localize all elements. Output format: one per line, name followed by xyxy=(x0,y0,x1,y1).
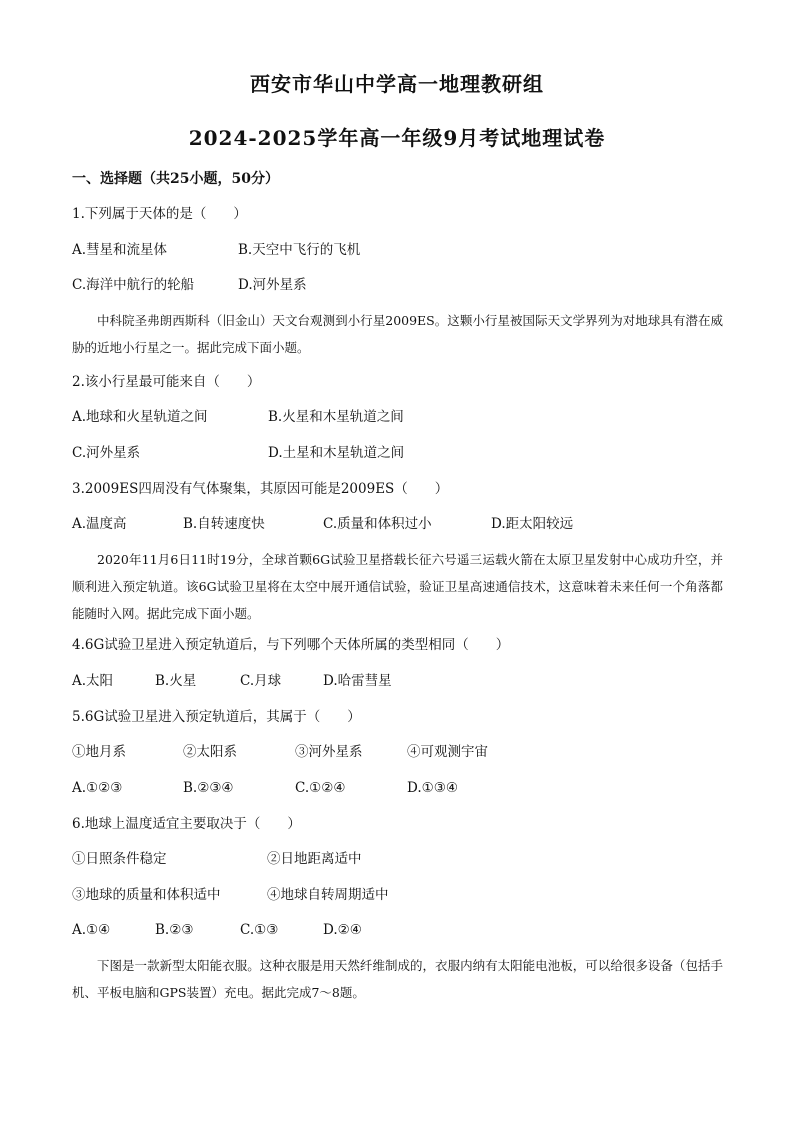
q2-option-d: D.土星和木星轨道之间 xyxy=(268,445,405,461)
q1-option-a: A.彗星和流星体 xyxy=(72,242,168,258)
passage-3: 下图是一款新型太阳能衣服。这种衣服是用天然纤维制成的，衣服内纳有太阳能电池板，可以给很多设备（包括手机、平板电脑和GPS装置）充电。据此完成7～8题。 xyxy=(72,958,723,1000)
question-4-stem: 4.6G试验卫星进入预定轨道后，与下列哪个天体所属的类型相同（ ） xyxy=(72,637,510,653)
q4-option-c: C.月球 xyxy=(240,673,282,689)
passage-1: 中科院圣弗朗西斯科（旧金山）天文台观测到小行星2009ES。这颗小行星被国际天文学界列为对地球具有潜在威胁的近地小行星之一。据此完成下面小题。 xyxy=(72,313,723,355)
question-2-stem: 2.该小行星最可能来自（ ） xyxy=(72,374,261,390)
q5-item-3: ③河外星系 xyxy=(295,744,363,760)
q6-option-b: B.②③ xyxy=(155,922,194,938)
q1-option-d: D.河外星系 xyxy=(238,277,307,293)
q2-option-a: A.地球和火星轨道之间 xyxy=(72,409,208,425)
q5-option-a: A.①②③ xyxy=(72,780,123,796)
q5-option-d: D.①③④ xyxy=(407,780,458,796)
q1-option-c: C.海洋中航行的轮船 xyxy=(72,277,195,293)
q5-item-1: ①地月系 xyxy=(72,744,126,760)
q5-item-2: ②太阳系 xyxy=(183,744,237,760)
q6-item-3: ③地球的质量和体积适中 xyxy=(72,887,221,903)
q5-option-c: C.①②④ xyxy=(295,780,346,796)
q5-option-b: B.②③④ xyxy=(183,780,234,796)
question-1-stem: 1.下列属于天体的是（ ） xyxy=(72,206,247,222)
question-6-stem: 6.地球上温度适宜主要取决于（ ） xyxy=(72,816,301,832)
q6-option-a: A.①④ xyxy=(72,922,111,938)
question-5-stem: 5.6G试验卫星进入预定轨道后，其属于（ ） xyxy=(72,709,361,725)
q1-option-b: B.天空中飞行的飞机 xyxy=(238,242,361,258)
q3-option-a: A.温度高 xyxy=(72,516,127,532)
q2-option-c: C.河外星系 xyxy=(72,445,141,461)
q6-item-4: ④地球自转周期适中 xyxy=(267,887,389,903)
q4-option-a: A.太阳 xyxy=(72,673,114,689)
q4-option-d: D.哈雷彗星 xyxy=(323,673,392,689)
q4-option-b: B.火星 xyxy=(155,673,197,689)
section-heading: 一、选择题（共25小题，50分） xyxy=(72,171,279,187)
page-title: 西安市华山中学高一地理教研组 xyxy=(250,72,544,96)
passage-2: 2020年11月6日11时19分，全球首颗6G试验卫星搭载长征六号遥三运载火箭在太原卫星发射中心成功升空，并顺利进入预定轨道。该6G试验卫星将在太空中展开通信试验，验证卫星高速通信技术，这意味着未来任何一个角落都能随时入网。据此完成下面小题。 xyxy=(72,552,723,621)
q6-option-c: C.①③ xyxy=(240,922,279,938)
q6-item-1: ①日照条件稳定 xyxy=(72,851,167,867)
q3-option-d: D.距太阳较远 xyxy=(491,516,574,532)
q5-item-4: ④可观测宇宙 xyxy=(407,744,488,760)
q6-item-2: ②日地距离适中 xyxy=(267,851,362,867)
q3-option-c: C.质量和体积过小 xyxy=(323,516,432,532)
q3-option-b: B.自转速度快 xyxy=(183,516,265,532)
q6-option-d: D.②④ xyxy=(323,922,362,938)
question-3-stem: 3.2009ES四周没有气体聚集，其原因可能是2009ES（ ） xyxy=(72,481,449,497)
page-subtitle: 2024-2025学年高一年级9月考试地理试卷 xyxy=(188,126,606,150)
q2-option-b: B.火星和木星轨道之间 xyxy=(268,409,404,425)
